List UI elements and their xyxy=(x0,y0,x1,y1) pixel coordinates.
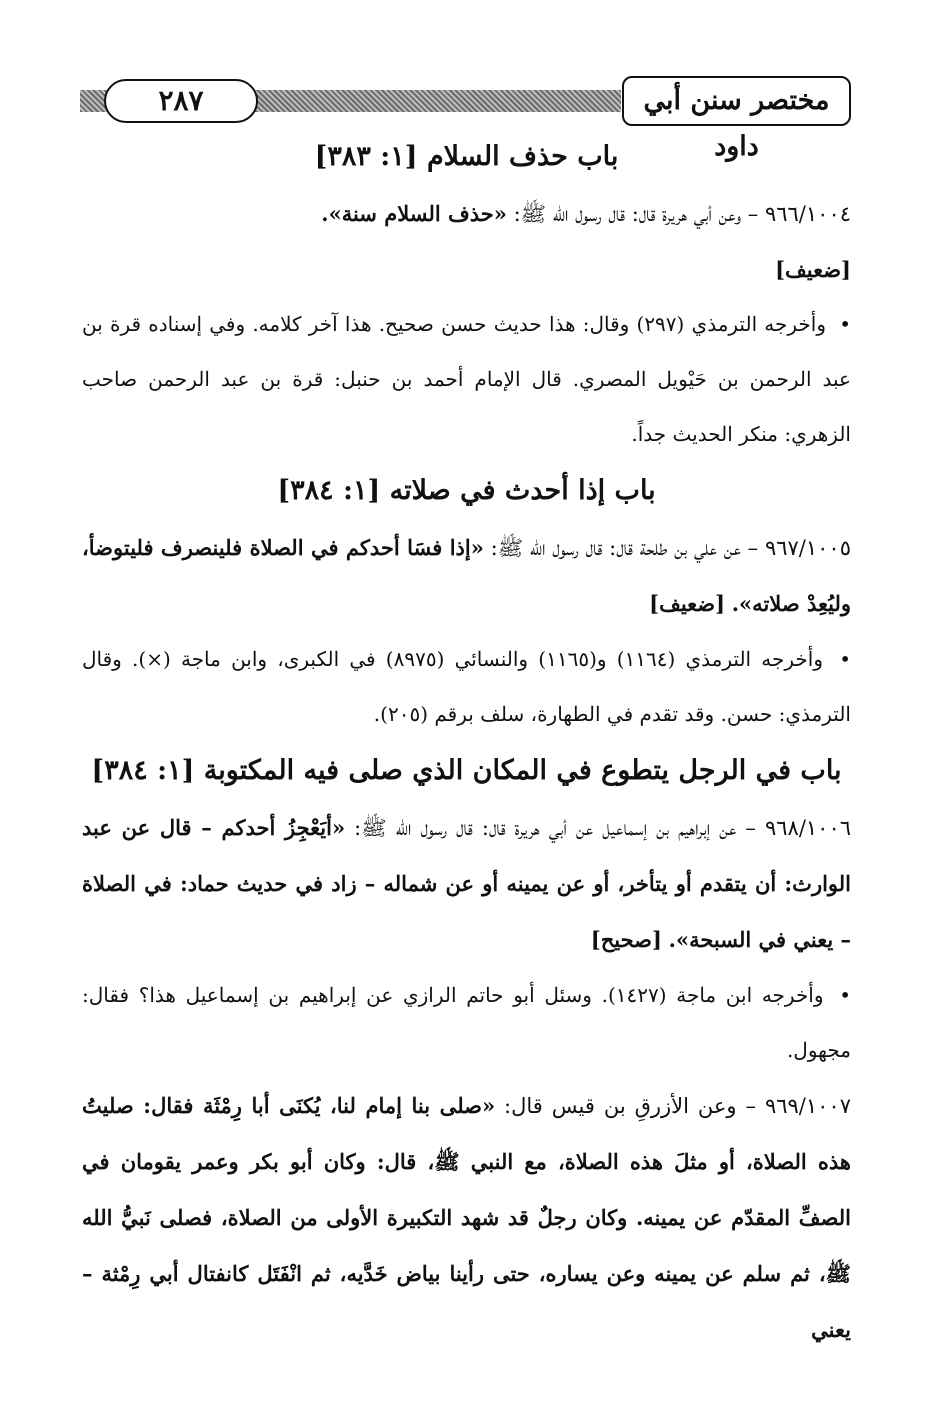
hadith-text: «أيَعْجِزُ أحدكم – قال عن عبد الوارث: أن يتقدم أو يتأخر، أو عن يمينه أو عن شماله – زاد في حديث حماد: في الصلاة – يعني في السبحة». xyxy=(82,815,851,952)
hadith-grade: [صحيح] xyxy=(590,927,662,952)
chapter-heading: باب في الرجل يتطوع في المكان الذي صلى فيه المكتوبة [١: ٣٨٤] xyxy=(91,755,842,786)
hadith-grade: [ضعيف] xyxy=(775,257,851,282)
page-number: ٢٨٧ xyxy=(104,79,258,123)
note-text: وأخرجه الترمذي (١١٦٤) و(١١٦٥) والنسائي (٨٩٧٥) في الكبرى، وابن ماجة (×). وقال الترمذي: حسن. وقد تقدم في الطهارة، سلف برقم (٢٠٥). xyxy=(82,647,851,726)
hadith-text: «إذا فسَا أحدكم في الصلاة فلينصرف فليتوضأ، وليُعِدْ صلاته». xyxy=(82,535,851,616)
hadith-intro: – عن علي بن طلحة قال: قال رسول الله ﷺ: xyxy=(490,536,759,560)
chapter-heading: باب حذف السلام [١: ٣٨٣] xyxy=(314,141,619,172)
hadith-number: ٩٦٦/١٠٠٤ xyxy=(764,202,851,226)
note-text: وأخرجه ابن ماجة (١٤٢٧). وسئل أبو حاتم الرازي عن إبراهيم بن إسماعيل هذا؟ فقال: مجهول. xyxy=(82,983,851,1062)
hadith-number: ٩٦٩/١٠٠٧ xyxy=(764,1094,851,1118)
note-text: وأخرجه الترمذي (٢٩٧) وقال: هذا حديث حسن صحيح. هذا آخر كلامه. وفي إسناده قرة بن عبد الرحمن بن حَيْويل المصري. قال الإمام أحمد بن حنبل: قرة بن عبد الرحمن صاحب الزهري: منكر الحديث جداً. xyxy=(82,312,851,446)
takhrij-note xyxy=(82,297,851,462)
hadith-text: «حذف السلام سنة». xyxy=(321,201,507,226)
hadith-entry xyxy=(82,186,851,242)
hadith-entry xyxy=(82,1078,851,1358)
book-title: مختصر سنن أبي داود xyxy=(622,76,851,126)
hadith-number: ٩٦٧/١٠٠٥ xyxy=(764,536,851,560)
page-body xyxy=(82,128,851,1358)
takhrij-note xyxy=(82,968,851,1078)
hadith-number: ٩٦٨/١٠٠٦ xyxy=(764,816,852,840)
hadith-entry xyxy=(82,520,851,632)
hadith-text: «صلى بنا إمام لنا، يُكنَى أبا رِمْثَة فقال: صليتُ هذه الصلاة، أو مثلَ هذه الصلاة، مع النبي ﷺ، قال: وكان أبو بكر وعمر يقومان في الصفِّ المقدّم عن يمينه. وكان رجلٌ قد شهد التكبيرة الأولى من الصلاة، فصلى نَبيُّ الله ﷺ، ثم سلم عن يمينه وعن يساره، حتى رأينا بياض خَدَّيه، ثم انْفَتَل كانفتال أبي رِمْثة – يعني xyxy=(82,1093,851,1342)
hadith-intro: – عن إبراهيم بن إسماعيل عن أبي هريرة قال: قال رسول الله ﷺ: xyxy=(354,816,756,840)
bullet-icon: • xyxy=(839,312,851,336)
hadith-entry xyxy=(82,800,851,968)
bullet-icon: • xyxy=(839,983,852,1007)
hadith-intro: – وعن الأزرقِ بن قيس قال: xyxy=(504,1094,757,1118)
takhrij-note xyxy=(82,632,851,742)
hadith-grade: [ضعيف] xyxy=(649,591,726,616)
chapter-heading: باب إذا أحدث في صلاته [١: ٣٨٤] xyxy=(277,475,656,506)
bullet-icon: • xyxy=(839,647,851,671)
hadith-intro: – وعن أبي هريرة قال: قال رسول الله ﷺ: xyxy=(513,202,759,226)
